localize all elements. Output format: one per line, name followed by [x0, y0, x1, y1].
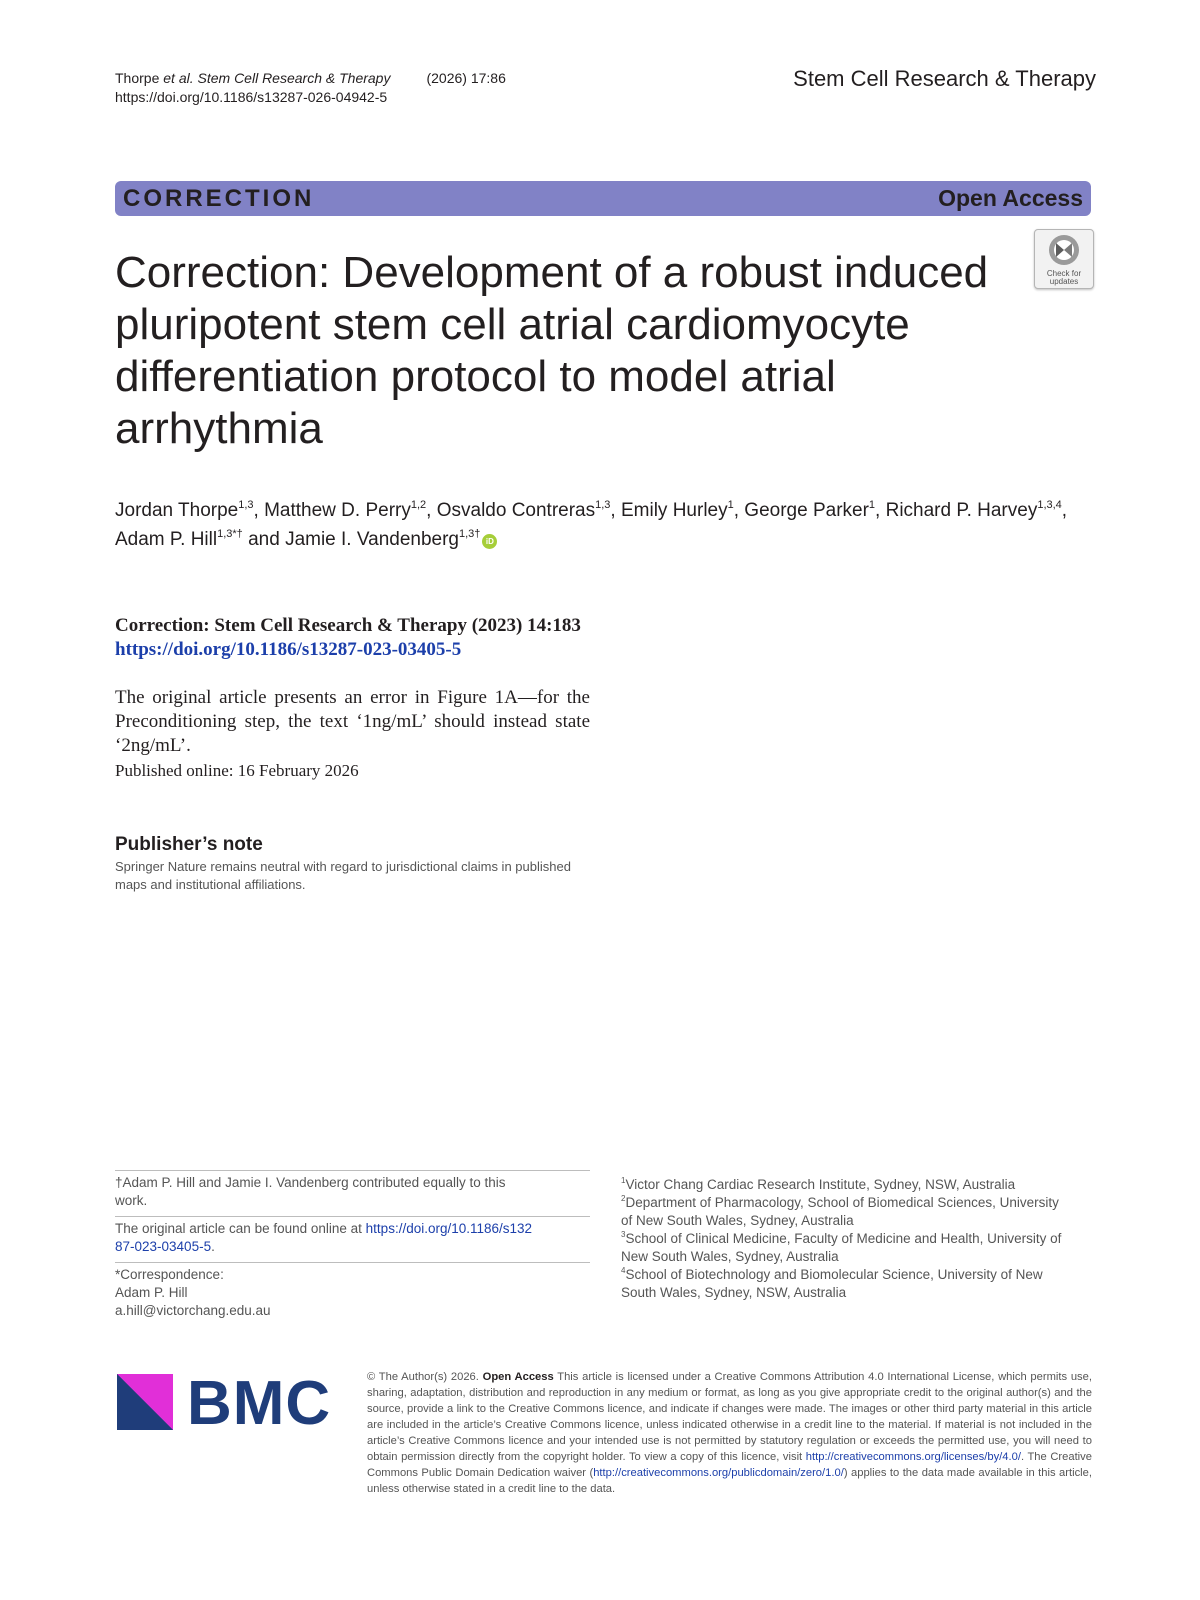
- author-separator: ,: [733, 500, 745, 521]
- license-text-part: This article is licensed under a Creative Commons Attribution 4.0 International License, which permits use, sharing, adaptation, distribution and reproduction in any medium or format, as long as you give appropriate credit to the original author(s) and the source, provide a link to the Creative Commons licence, and indicate if changes were made. The images or other third party material in this article are included in the article’s Creative Commons licence, unless indicated otherwise in a credit line to the material. If material is not included in the article’s Creative Commons licence and your intended use is not permitted by statutory regulation or exceeds the permitted use, you will need to obtain permission directly from the copyright holder. To view a copy of this licence, visit: [367, 1371, 1092, 1463]
- author-affiliation-sup: 1,3*†: [217, 528, 243, 540]
- bmc-logo: [117, 1369, 337, 1438]
- author-affiliation-sup: 1,3,4: [1037, 499, 1062, 511]
- author-name: Emily Hurley: [620, 500, 728, 521]
- footnote-divider: [115, 1216, 590, 1217]
- correction-heading: Correction: Stem Cell Research & Therapy (2023) 14:183: [115, 615, 581, 636]
- bmc-logo-icon: [117, 1374, 173, 1430]
- author-name: Matthew D. Perry: [264, 500, 411, 521]
- original-article-note: [115, 1220, 535, 1256]
- affiliation-number: 2: [621, 1194, 626, 1203]
- affiliation-text: School of Biotechnology and Biomolecular Science, University of New South Wales, Sydney, NSW, Australia: [621, 1267, 1043, 1300]
- original-article-link[interactable]: https://doi.org/10.1186/s13287-023-03405-5: [115, 1221, 533, 1254]
- license-text-part: ) applies to the data made available in this article, unless otherwise stated in a credit line to the data.: [367, 1467, 1092, 1495]
- author[interactable]: [744, 500, 875, 521]
- original-article-doi-link[interactable]: https://doi.org/10.1186/s13287-023-03405-5: [115, 639, 462, 660]
- author[interactable]: [264, 500, 426, 521]
- author-affiliation-sup: 1: [727, 499, 734, 511]
- author-name: Osvaldo Contreras: [436, 500, 596, 521]
- original-note-prefix: The original article can be found online at: [115, 1221, 366, 1236]
- author[interactable]: [115, 500, 254, 521]
- author[interactable]: [437, 500, 611, 521]
- correction-text: The original article presents an error in Figure 1A—for the Preconditioning step, the text ‘1ng/mL’ should instead state ‘2ng/mL’.: [115, 687, 590, 756]
- publishers-note-title: Publisher’s note: [115, 834, 263, 855]
- affiliation-text: School of Clinical Medicine, Faculty of Medicine and Health, University of New South Wales, Sydney, Australia: [621, 1231, 1062, 1264]
- journal-name: Stem Cell Research & Therapy: [793, 66, 1096, 91]
- cc-zero-link[interactable]: http://creativecommons.org/publicdomain/zero/1.0/: [593, 1467, 844, 1479]
- affiliation-number: 3: [621, 1230, 626, 1239]
- citation-author: Thorpe: [115, 70, 160, 86]
- publishers-note-text: Springer Nature remains neutral with regard to jurisdictional claims in published maps and institutional affiliations.: [115, 859, 571, 892]
- correction-body: [115, 614, 590, 782]
- author[interactable]: [285, 529, 480, 550]
- correspondence-name: Adam P. Hill: [115, 1285, 188, 1300]
- citation-journal: Stem Cell Research & Therapy: [197, 70, 391, 86]
- affiliation-text: Victor Chang Cardiac Research Institute, Sydney, NSW, Australia: [625, 1177, 1016, 1192]
- author-separator: ,: [610, 500, 621, 521]
- affiliations-list: [621, 1176, 1071, 1302]
- article-doi-link[interactable]: https://doi.org/10.1186/s13287-026-04942-5: [115, 89, 388, 105]
- article-type-band: [115, 181, 1091, 216]
- bmc-logo-text: BMC: [187, 1369, 332, 1438]
- affiliation-item: [621, 1176, 1071, 1194]
- affiliation-item: [621, 1230, 1071, 1266]
- license-open-access: Open Access: [482, 1371, 554, 1383]
- author[interactable]: [115, 529, 243, 550]
- citation-text: [115, 69, 390, 88]
- equal-contribution-note: †Adam P. Hill and Jamie I. Vandenberg contributed equally to this work.: [115, 1175, 506, 1208]
- author-affiliation-sup: 1,3: [238, 499, 254, 511]
- correspondence-email[interactable]: a.hill@victorchang.edu.au: [115, 1303, 271, 1318]
- copyright-notice: © The Author(s) 2026.: [367, 1371, 479, 1383]
- author-name: Jordan Thorpe: [115, 500, 239, 521]
- author-separator: and: [242, 529, 286, 550]
- orcid-icon[interactable]: iD: [482, 534, 497, 549]
- check-updates-icon: [1047, 233, 1081, 267]
- citation-etal: et al.: [163, 70, 194, 86]
- author-name: Jamie I. Vandenberg: [285, 529, 459, 550]
- author-name: Adam P. Hill: [115, 529, 218, 550]
- author-name: Richard P. Harvey: [885, 500, 1038, 521]
- citation-line: [115, 69, 506, 88]
- author-affiliation-sup: 1: [868, 499, 876, 511]
- author-affiliation-sup: 1,2: [410, 499, 427, 511]
- correspondence-label: *Correspondence:: [115, 1267, 224, 1282]
- author-separator: ,: [1061, 500, 1068, 521]
- author-name: George Parker: [744, 500, 869, 521]
- license-text: [367, 1369, 1092, 1497]
- footnote-divider: [115, 1170, 590, 1171]
- check-for-updates-button[interactable]: [1034, 229, 1094, 289]
- author[interactable]: [621, 500, 734, 521]
- affiliation-item: [621, 1194, 1071, 1230]
- license-text-part: . The Creative Commons Public Domain Dedication waiver (: [367, 1451, 1092, 1479]
- author-separator: ,: [253, 500, 265, 521]
- correspondence-note: [115, 1266, 515, 1320]
- cc-by-link[interactable]: http://creativecommons.org/licenses/by/4.0/: [805, 1451, 1021, 1463]
- affiliation-number: 1: [621, 1176, 626, 1185]
- affiliation-item: [621, 1266, 1071, 1302]
- footnote-divider: [115, 1262, 590, 1263]
- article-type-label: CORRECTION: [123, 185, 315, 212]
- check-updates-line2: updates: [1049, 277, 1079, 286]
- publishers-note: [115, 834, 575, 894]
- open-access-label: Open Access: [938, 185, 1083, 211]
- author-separator: ,: [875, 500, 886, 521]
- citation-year-volume: (2026) 17:86: [426, 70, 506, 86]
- original-note-suffix: .: [211, 1239, 215, 1254]
- author-list: [115, 496, 1075, 554]
- affiliation-text: Department of Pharmacology, School of Biomedical Sciences, University of New South Wales, Sydney, Australia: [621, 1195, 1059, 1228]
- author-affiliation-sup: 1,3: [595, 499, 611, 511]
- published-online-date: Published online: 16 February 2026: [115, 761, 359, 780]
- check-updates-label: [1035, 270, 1093, 286]
- author[interactable]: [886, 500, 1062, 521]
- author-affiliation-sup: 1,3†: [459, 528, 481, 540]
- running-header: [115, 69, 506, 107]
- author-separator: ,: [426, 500, 437, 521]
- affiliation-number: 4: [621, 1266, 626, 1275]
- check-updates-line1: Check for: [1046, 269, 1082, 278]
- article-title: Correction: Development of a robust induced pluripotent stem cell atrial cardiomyocyte differentiation protocol to model atrial arrhythmia: [115, 248, 989, 453]
